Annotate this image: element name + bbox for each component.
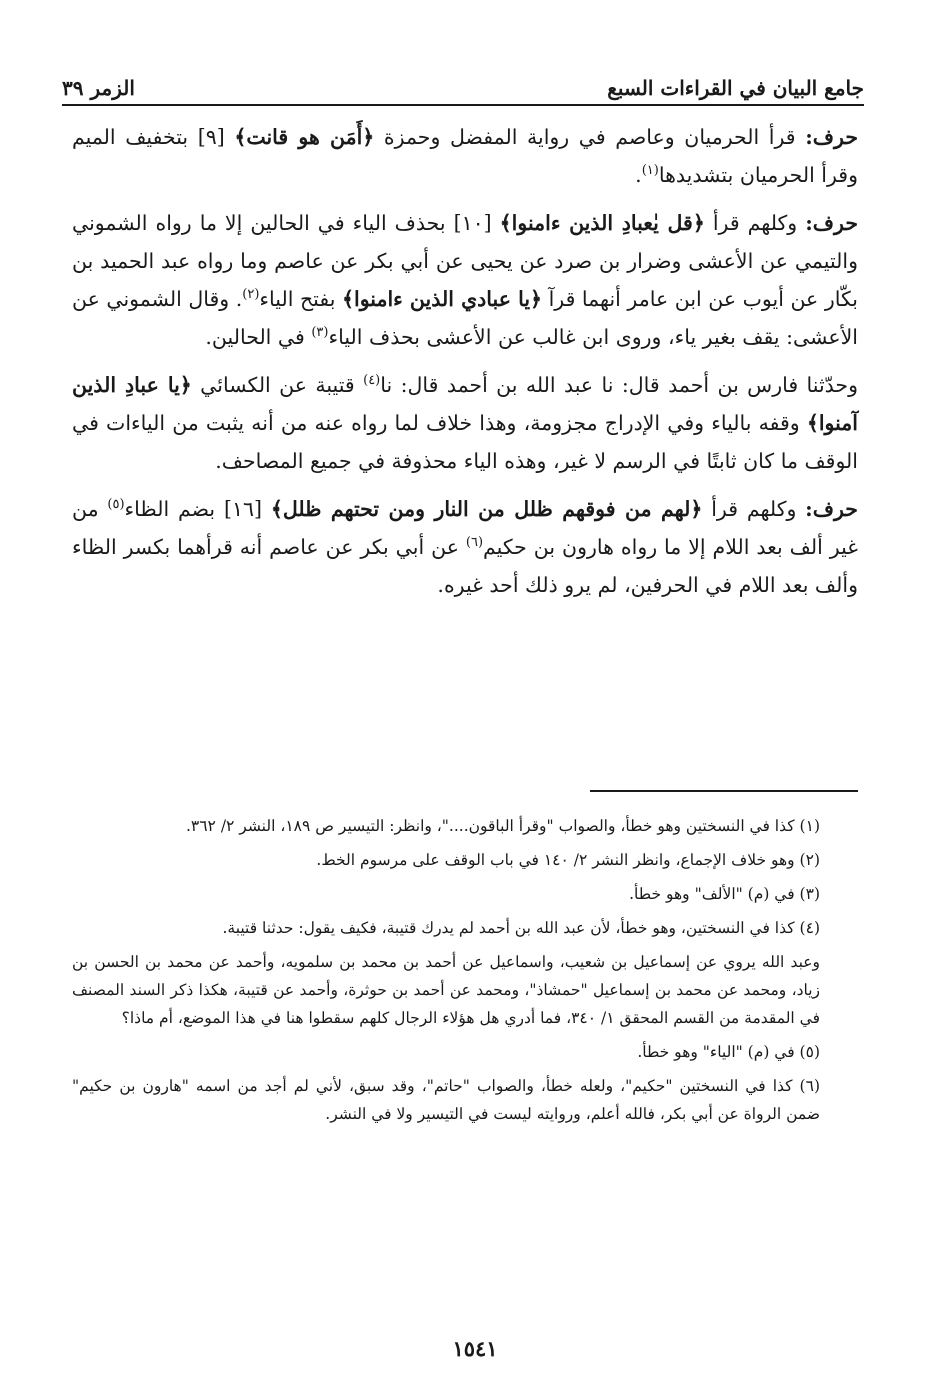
footnote-ref: (٦) — [465, 535, 484, 551]
footnote-separator — [590, 790, 858, 792]
paragraph-text: . وقال الشموني عن الأعشى: يقف بغير ياء، وروى ابن غالب عن الأعشى بحذف الياء — [72, 287, 858, 349]
quran-quote: ﴿قل يٰعبادِ الذين ءامنوا﴾ — [499, 211, 705, 235]
quran-quote: ﴿يا عبادي الذين ءامنوا﴾ — [341, 287, 543, 311]
footnote-ref: (٤) — [363, 373, 381, 389]
paragraph-text: بفتح الياء — [259, 287, 342, 311]
paragraph-text: . — [635, 163, 642, 187]
paragraph-text: من غير ألف بعد اللام إلا ما رواه هارون بن حكيم — [72, 497, 858, 559]
paragraph-text: وحدّثنا فارس بن أحمد قال: نا عبد الله بن أحمد قال: نا — [380, 373, 859, 397]
paragraph-text: [١٠] بحذف الياء في الحالين إلا ما رواه الشموني والتيمي عن الأعشى وضرار بن صرد عن يحيى عن أبي بكر عن عاصم وما رواه عبد الحميد بن بكّار عن أيوب عن ابن عامر أنهما قرآ — [72, 211, 858, 311]
quran-quote: ﴿أَمَن هو قانت﴾ — [234, 125, 375, 149]
surah-reference: الزمر ٣٩ — [62, 76, 135, 100]
footnote-5: (٥) في (م) "الياء" وهو خطأ. — [637, 1043, 820, 1061]
paragraph-text: قرأ الحرميان وعاصم في رواية المفضل وحمزة — [374, 125, 806, 149]
paragraph-label: حرف: — [805, 125, 858, 149]
paragraph-text: عن أبي بكر عن عاصم أنه قرأهما بكسر الظاء وألف بعد اللام في الحرفين، لم يرو ذلك أحد غيره. — [72, 535, 858, 597]
book-title: جامع البيان في القراءات السبع — [607, 76, 864, 100]
quran-quote: ﴿يا عبادِ الذين آمنوا﴾ — [72, 373, 858, 435]
running-header — [62, 70, 864, 100]
paragraph-2 — [72, 204, 858, 356]
footnote-ref: (٢) — [242, 287, 260, 303]
page-number: ١٥٤١ — [452, 1336, 498, 1361]
footnote-1: (١) كذا في النسختين وهو خطأ، والصواب "وقرأ الباقون...."، وانظر: التيسير ص ١٨٩، النشر ٢/ ٣٦٢. — [185, 817, 820, 835]
paragraph-label: حرف: — [805, 211, 858, 235]
paragraph-label: حرف: — [805, 497, 858, 521]
footnotes — [72, 812, 820, 1134]
paragraph-text: [٩] بتخفيف الميم وقرأ الحرميان بتشديدها — [72, 125, 858, 187]
paragraph-text: في الحالين. — [205, 325, 312, 349]
footnote-2: (٢) وهو خلاف الإجماع، وانظر النشر ٢/ ١٤٠ في باب الوقف على مرسوم الخط. — [316, 851, 820, 869]
paragraph-1 — [72, 118, 858, 194]
footnote-6: (٦) كذا في النسختين "حكيم"، ولعله خطأ، والصواب "حاتم"، وقد سبق، لأني لم أجد من اسمه "هارون بن حكيم" ضمن الرواة عن أبي بكر، فالله أعلم، وروايته ليست في التيسير ولا في النشر. — [72, 1077, 820, 1123]
main-text — [72, 118, 858, 614]
footnote-4-continued: وعبد الله يروي عن إسماعيل بن شعيب، واسماعيل عن أحمد بن محمد بن سلمويه، وأحمد عن محمد بن الحسن بن زياد، ومحمد عن محمد بن إسماعيل "حمشاذ"، ومحمد عن أحمد بن حوثرة، وأحمد عن قتيبة، هكذا ذكر السند المصنف في المقدمة من القسم المحقق ١/ ٣٤٠، فما أدري هل هؤلاء الرجال كلهم سقطوا هنا في هذا الموضع، أم ماذا؟ — [72, 953, 820, 1027]
paragraph-4 — [72, 490, 858, 604]
footnote-ref: (٣) — [311, 325, 329, 341]
paragraph-text: [١٦] بضم الظاء — [124, 497, 271, 521]
paragraph-text: وقفه بالياء وفي الإدراج مجزومة، وهذا خلاف لما رواه عنه من أنه يثبت من الياءات في الوقف ما كان ثابتًا في الرسم لا غير، وهذه الياء محذوفة في جميع المصاحف. — [72, 411, 858, 473]
footnote-ref: (٥) — [107, 497, 125, 513]
paragraph-text: وكلهم قرأ — [702, 497, 806, 521]
paragraph-3 — [72, 366, 858, 480]
paragraph-text: قتيبة عن الكسائي — [191, 373, 364, 397]
footnote-ref: (١) — [641, 163, 659, 179]
quran-quote: ﴿لهم من فوقهم ظلل من النار ومن تحتهم ظلل﴾ — [270, 497, 703, 521]
footnote-4: (٤) كذا في النسختين، وهو خطأ، لأن عبد الله بن أحمد لم يدرك قتيبة، فكيف يقول: حدثنا قتيبة. — [222, 919, 820, 937]
paragraph-text: وكلهم قرأ — [704, 211, 806, 235]
header-rule — [62, 104, 864, 106]
footnote-3: (٣) في (م) "الألف" وهو خطأ. — [629, 885, 820, 903]
